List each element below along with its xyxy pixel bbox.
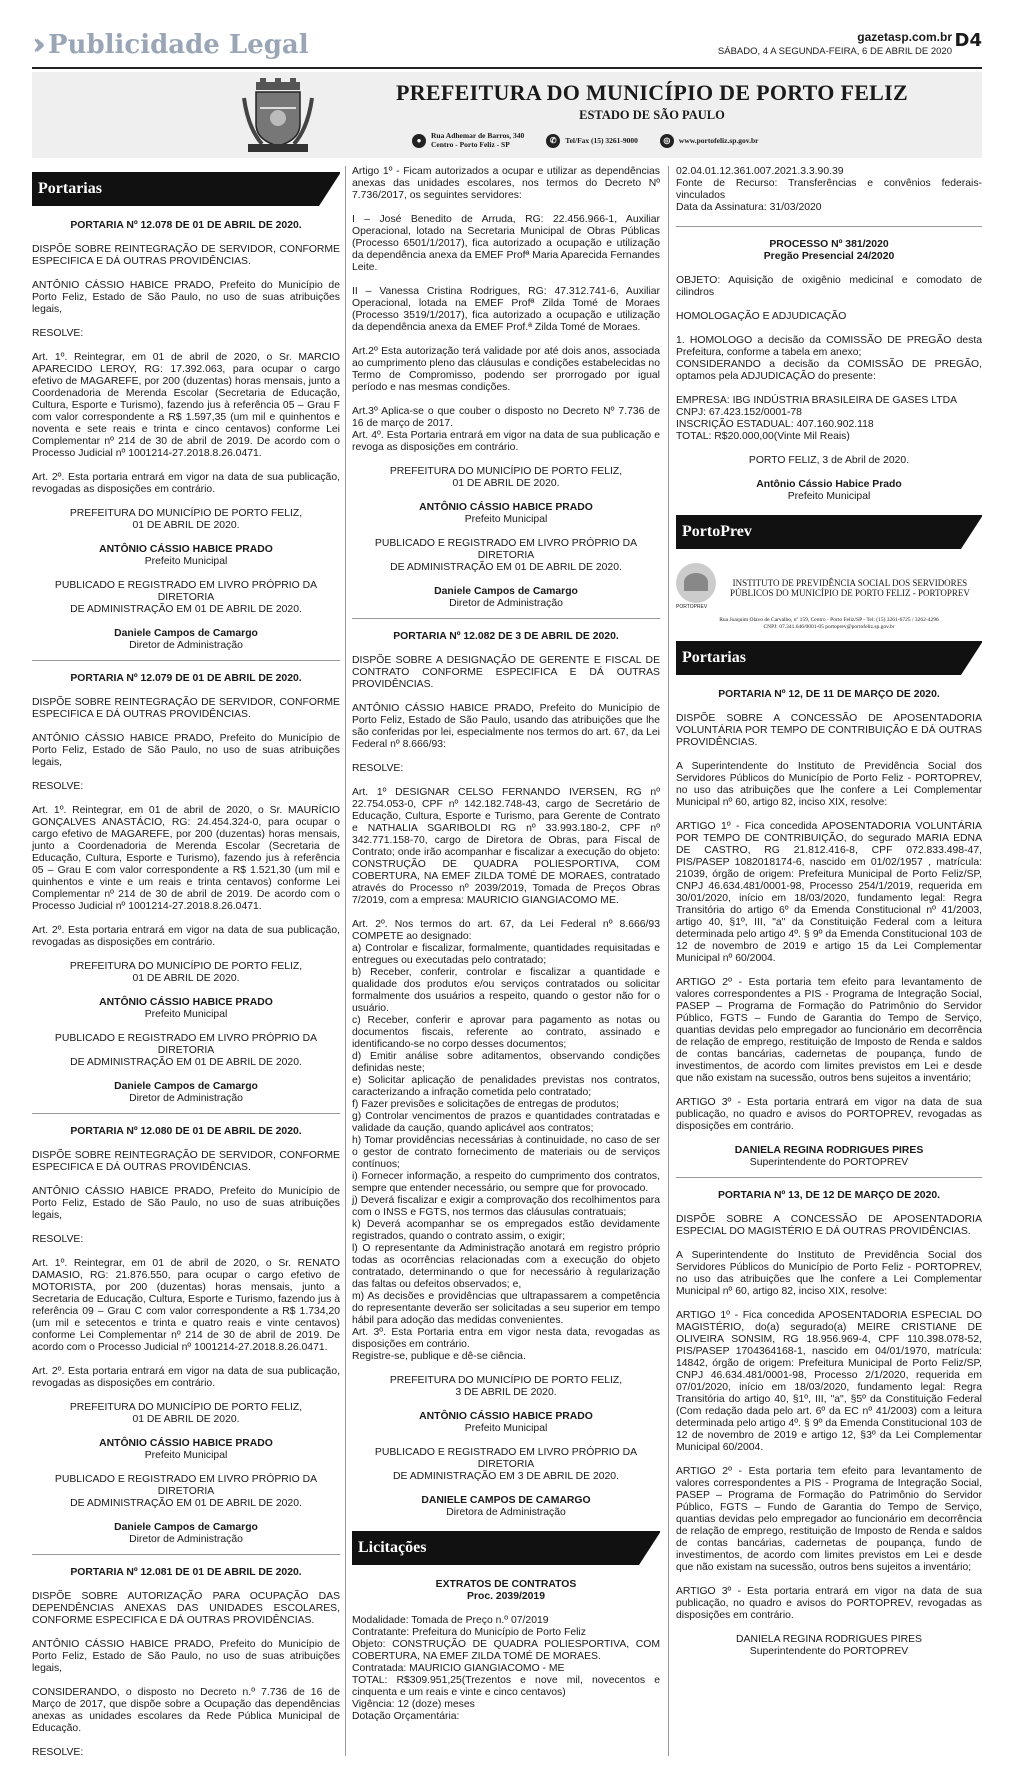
article-1: Art. 1º. Reintegrar, em 01 de abril de 2020, o Sr. MAURÍCIO GONÇALVES ANASTÁCIO, RG: 24.454.324-0, para ocupar o cargo efetivo de MAGAREFE, por 200 (duzentas) horas mensais, junto a Coordenadoria de Merenda Escolar (Secretaria de Educação, Cultura, Esporte e Turismo), fazendo jus à referência 05 – Grau E com valor correspondente a R$ 1.521,30 (um mil e quinhentos e vinte e um reais e trinta centavos) conforme Lei Complementar nº 214 de 30 de abril de 2019. De acordo com o Processo Judicial nº 1001214-27.2018.8.26.0471. bbox=[32, 805, 340, 912]
list-item: e) Solicitar aplicação de penalidades previstas nos contratos, caracterizando a infração cometida pelo contratado; bbox=[352, 1075, 660, 1098]
contract-line: Contratante: Prefeitura do Município de Porto Feliz bbox=[352, 1627, 586, 1638]
director-name: Daniele Campos de Camargo bbox=[114, 628, 258, 639]
registry: PUBLICADO E REGISTRADO EM LIVRO PRÓPRIO DA DIRETORIA bbox=[374, 538, 638, 561]
section-banner-portarias: Portarias bbox=[32, 172, 340, 206]
list-item: d) Emitir análise sobre aditamentos, observando condições definidas neste; bbox=[352, 1051, 660, 1074]
company: EMPRESA: IBG INDÚSTRIA BRASILEIRA DE GASES LTDA bbox=[676, 395, 958, 406]
portaria-intro: A Superintendente do Instituto de Previdência Social dos Servidores Públicos do Município de Porto Feliz - PORTOPREV, no uso das atribuições que lhe confere a Lei Complementar Municipal nº 60, artigo 82, inciso XIX, resolve: bbox=[676, 1250, 982, 1297]
masthead bbox=[32, 72, 982, 158]
divider bbox=[32, 1554, 340, 1555]
address-line-1: Rua Adhemar de Barros, 340 bbox=[431, 131, 525, 140]
list-item: a) Controlar e fiscalizar, formalmente, quantidades requisitadas e entregues ou executadas pelo contratado; bbox=[352, 943, 660, 966]
portaria-subject: DISPÕE SOBRE AUTORIZAÇÃO PARA OCUPAÇÃO DAS DEPENDÊNCIAS ANEXAS DAS UNIDADES ESCOLARES, CONFORME ESPECIFICA E DÁ OUTRAS PROVIDÊNCIAS. bbox=[32, 1591, 340, 1626]
portoprev-name-2: PÚBLICOS DO MUNICÍPIO DE PORTO FELIZ - PORTOPREV bbox=[730, 588, 970, 598]
cnpj: CNPJ: 67.423.152/0001-78 bbox=[676, 407, 802, 418]
portaria-title: PORTARIA Nº 12.079 DE 01 DE ABRIL DE 2020. bbox=[70, 673, 302, 684]
divider bbox=[676, 1177, 982, 1178]
contract-line: TOTAL: R$309.951,25(Trezentos e nove mil, novecentos e cinquenta e um reais e vinte e cinco centavos) bbox=[352, 1675, 660, 1698]
portaria-subject: DISPÕE SOBRE REINTEGRAÇÃO DE SERVIDOR, CONFORME ESPECIFICA E DÁ OUTRAS PROVIDÊNCIAS. bbox=[32, 697, 340, 720]
signature-role: Prefeito Municipal bbox=[144, 1009, 228, 1020]
article-2: Art. 2º. Esta portaria entrará em vigor na data de sua publicação, revogadas as disposições em contrário. bbox=[32, 472, 340, 495]
pregao-title: Pregão Presencial 24/2020 bbox=[763, 251, 895, 262]
resolve: RESOLVE: bbox=[32, 1747, 84, 1758]
website[interactable] bbox=[660, 134, 759, 148]
masthead-contacts bbox=[412, 132, 781, 149]
director-name: Daniele Campos de Camargo bbox=[114, 1081, 258, 1092]
resolve: RESOLVE: bbox=[32, 328, 84, 339]
column-3 bbox=[676, 166, 982, 1658]
portaria-title: PORTARIA Nº 12.081 DE 01 DE ABRIL DE 2020. bbox=[70, 1567, 302, 1578]
section-title bbox=[32, 28, 309, 62]
director-role: Diretor de Administração bbox=[129, 640, 243, 651]
signature-role: Superintendente do PORTOPREV bbox=[749, 1646, 909, 1657]
director-name: Daniele Campos de Camargo bbox=[434, 586, 578, 597]
phone-text: Tel/Fax (15) 3261-9000 bbox=[565, 136, 638, 145]
item-2: II – Vanessa Cristina Rodrigues, RG: 47.312.741-6, Auxiliar Operacional, lotada na EMEF Profª Zilda Tomé de Moraes (Processo 3519/1/2017), fica autorizado a ocupação e utilização da dependência anexa da EMEF Prof.ª Zilda Tomé de Moraes. bbox=[352, 286, 660, 333]
article-1: ARTIGO 1º - Fica concedida APOSENTADORIA ESPECIAL DO MAGISTÉRIO, do(a) segurado(a) MEIRE CRISTIANE DE OLIVEIRA SONSIM, RG 18.956.969-4, CPF 110.398.078-52, PIS/PASEP 1704364168-1, nascido em 04/01/1970, matrícula: 14842, órgão de origem: Prefeitura Municipal de Porto Feliz/SP, CNPJ 46.634.481/0001-98, Processo 2/1/2020, requerida em 07/01/2020, início em 18/03/2020, fundamento legal: Regra Transitória do artigo 40, §1º, III, "a", §5º da Constituição Federal (Com redação dada pelo art. 6º da EC nº 41/2003) com a leitura determinada pelo artigo 4º. § 9º da Emenda Constitucional 103 de 12 de novembro de 2019 e artigo 12, §3º da Lei Complementar Municipal 60/2004. bbox=[676, 1310, 982, 1453]
article-3: ARTIGO 3º - Esta portaria entrará em vigor na data de sua publicação, no quadro e avisos do PORTOPREV, revogadas as disposições em contrário. bbox=[676, 1097, 982, 1132]
portaria-subject: DISPÕE SOBRE A CONCESSÃO DE APOSENTADORIA ESPECIAL DO MAGISTÉRIO E DÁ OUTRAS PROVIDÊNCIAS. bbox=[676, 1214, 982, 1237]
director-role: Diretor de Administração bbox=[449, 598, 563, 609]
resolve: RESOLVE: bbox=[352, 763, 404, 774]
place: PREFEITURA DO MUNICÍPIO DE PORTO FELIZ, bbox=[69, 1402, 303, 1413]
portoprev-logo-caption: PORTOPREV bbox=[676, 604, 708, 610]
registry: PUBLICADO E REGISTRADO EM LIVRO PRÓPRIO DA DIRETORIA bbox=[54, 580, 318, 603]
list-item: g) Controlar vencimentos de prazos e quantidades contratadas e validade da caução, quando aplicável aos contratos; bbox=[352, 1111, 660, 1134]
process-title: PROCESSO Nº 381/2020 bbox=[769, 239, 889, 250]
masthead-title: PREFEITURA DO MUNICÍPIO DE PORTO FELIZ bbox=[396, 80, 908, 105]
portaria-intro: ANTÔNIO CÁSSIO HABICE PRADO, Prefeito do Município de Porto Feliz, Estado de São Paulo, no uso de suas atribuições legais, bbox=[32, 1186, 340, 1221]
signature-role: Superintendente do PORTOPREV bbox=[749, 1157, 909, 1168]
coat-of-arms-icon bbox=[242, 78, 314, 154]
resolve: RESOLVE: bbox=[32, 781, 84, 792]
signature-date: Data da Assinatura: 31/03/2020 bbox=[676, 202, 822, 213]
signature-name: ANTÔNIO CÁSSIO HABICE PRADO bbox=[419, 1411, 593, 1422]
article-1: ARTIGO 1º - Fica concedida APOSENTADORIA VOLUNTÁRIA POR TEMPO DE CONTRIBUIÇÃO, do segurado MARIA EDNA DE CASTRO, RG 21.812.416-8, CPF 072.833.498-47, PIS/PASEP 108201817​4-6, nascido em 01/02/1957 , matrícula: 21039, órgão de origem: Prefeitura Municipal de Porto Feliz/SP, CNPJ 46.634.481/0001-98, Processo 254/1/2019, requerida em 30/01/2020, início em 18/03/2020, fundamento legal: Regra Transitória do artigo 6º da Emenda Constitucional nº 41/2003, artigo 40, §1º, III, "a" da Constituição Federal com a leitura determinada pelo artigo 4º. § 9º da Emenda Constitucional 103 de 12 de novembro de 2019 e artigo 15 da Lei Complementar Municipal nº 60/2004. bbox=[676, 821, 982, 964]
registry: PUBLICADO E REGISTRADO EM LIVRO PRÓPRIO DA DIRETORIA bbox=[54, 1033, 318, 1056]
date: 3 DE ABRIL DE 2020. bbox=[455, 1387, 557, 1398]
director-role: Diretor de Administração bbox=[129, 1534, 243, 1545]
signature-name: ANTÔNIO CÁSSIO HABICE PRADO bbox=[99, 1438, 273, 1449]
list-item: j) Deverá fiscalizar e exigir a comprovação dos recolhimentos para com o INSS e FGTS, nos termos das cláusulas contratuais; bbox=[352, 1195, 660, 1218]
issue-date: SÁBADO, 4 A SEGUNDA-FEIRA, 6 DE ABRIL DE 2020 bbox=[717, 46, 952, 57]
article-1: Artigo 1º - Ficam autorizados a ocupar e utilizar as dependências anexas das unidades escolares, nos termos do Decreto Nº 7.736/2017, os seguintes servidores: bbox=[352, 166, 660, 201]
address bbox=[412, 132, 524, 149]
divider bbox=[352, 618, 660, 619]
director-name: DANIELE CAMPOS DE CAMARGO bbox=[421, 1495, 591, 1506]
signature-role: Prefeito Municipal bbox=[787, 491, 871, 502]
closing: Registre-se, publique e dê-se ciência. bbox=[352, 1351, 526, 1362]
location-pin-icon: ● bbox=[412, 134, 426, 148]
director-role: Diretora de Administração bbox=[446, 1507, 566, 1518]
date: 01 DE ABRIL DE 2020. bbox=[132, 973, 240, 984]
portoprev-header bbox=[676, 563, 982, 613]
registry: PUBLICADO E REGISTRADO EM LIVRO PRÓPRIO DA DIRETORIA bbox=[54, 1474, 318, 1497]
signature-name: ANTÔNIO CÁSSIO HABICE PRADO bbox=[99, 544, 273, 555]
portaria-intro: ANTÔNIO CÁSSIO HABICE PRADO, Prefeito do Município de Porto Feliz, Estado de São Paulo, no uso de suas atribuições legais, bbox=[32, 1639, 340, 1674]
portaria-subject: DISPÕE SOBRE REINTEGRAÇÃO DE SERVIDOR, CONFORME ESPECIFICA E DÁ OUTRAS PROVIDÊNCIAS. bbox=[32, 244, 340, 267]
registry-date: DE ADMINISTRAÇÃO EM 01 DE ABRIL DE 2020. bbox=[390, 562, 622, 573]
registry: PUBLICADO E REGISTRADO EM LIVRO PRÓPRIO DA DIRETORIA bbox=[374, 1447, 638, 1470]
portoprev-address bbox=[676, 617, 982, 631]
resolve: RESOLVE: bbox=[32, 1234, 84, 1245]
signature-role: Prefeito Municipal bbox=[144, 1450, 228, 1461]
column-2 bbox=[352, 166, 660, 1723]
section-banner-portarias: Portarias bbox=[676, 641, 982, 675]
portoprev-address-2: CNPJ: 07.341.646/0001-05 portoprev@portofeliz.sp.gov.br bbox=[763, 624, 895, 630]
place: PREFEITURA DO MUNICÍPIO DE PORTO FELIZ, bbox=[69, 508, 303, 519]
article-2: Art. 2º. Esta portaria entrará em vigor na data de sua publicação, revogadas as disposições em contrário. bbox=[32, 1366, 340, 1389]
portaria-subject: DISPÕE SOBRE A DESIGNAÇÃO DE GERENTE E FISCAL DE CONTRATO CONFORME ESPECIFICA E DÁ OUTRAS PROVIDÊNCIAS. bbox=[352, 655, 660, 690]
portaria-intro: A Superintendente do Instituto de Previdência Social dos Servidores Públicos do Município de Porto Feliz - PORTOPREV, no uso das atribuições que lhe confere a Lei Complementar Municipal nº 60, artigo 82, inciso XIX, resolve: bbox=[676, 761, 982, 808]
extratos-process: Proc. 2039/2019 bbox=[467, 1591, 545, 1602]
homolog-item: 1. HOMOLOGO a decisão da COMISSÃO DE PREGÃO desta Prefeitura, conforme a tabela em anexo; bbox=[676, 335, 982, 358]
list-item: h) Tomar providências necessárias à continuidade, no caso de ser o gestor de contrato fornecimento de materiais ou de serviços contínuos; bbox=[352, 1135, 660, 1170]
page-number: D4 bbox=[954, 30, 982, 51]
portaria-intro: ANTÔNIO CÁSSIO HABICE PRADO, Prefeito do Município de Porto Feliz, Estado de São Paulo, no uso de suas atribuições legais, bbox=[32, 280, 340, 315]
divider bbox=[32, 1113, 340, 1114]
place-date: PORTO FELIZ, 3 de Abril de 2020. bbox=[748, 455, 910, 466]
article-2: Art.2º Esta autorização terá validade por até dois anos, associada ao cumprimento pleno das cláusulas e condições estabelecidas no Termo de Compromisso, podendo ser prorrogado por igual período e nas mesmas condições. bbox=[352, 346, 660, 393]
article-1: Art. 1º. Reintegrar, em 01 de abril de 2020, o Sr. RENATO DAMASIO, RG: 21.876.550, para ocupar o cargo efetivo de MOTORISTA, por 200 (duzentas) horas mensais, junto a Secretaria de Educação, Cultura, Esporte e Turismo, fazendo jus à referência 09 – Grau C com valor correspondente a R$ 1.734,20 (um mil e setecentos e trinta e quatro reais e vinte centavos) conforme Lei Complementar nº 214 de 30 de abril de 2019. De acordo com o Processo Judicial nº 1001214-27.2018.8.26.0471. bbox=[32, 1258, 340, 1353]
divider bbox=[676, 226, 982, 227]
considerando: CONSIDERANDO, o disposto no Decreto n.º 7.736 de 16 de Março de 2017, que dispõe sobre a Ocupação das dependências anexas as unidades escolares da Rede Pública Municipal de Educação. bbox=[32, 1687, 340, 1734]
date: 01 DE ABRIL DE 2020. bbox=[132, 520, 240, 531]
article-3: Art.3º Aplica-se o que couber o disposto no Decreto Nº 7.736 de 16 de março de 2017. bbox=[352, 406, 660, 429]
place: PREFEITURA DO MUNICÍPIO DE PORTO FELIZ, bbox=[69, 961, 303, 972]
double-chevron-icon: ›› bbox=[32, 27, 36, 62]
contract-line: Dotação Orçamentária: bbox=[352, 1711, 460, 1722]
place: PREFEITURA DO MUNICÍPIO DE PORTO FELIZ, bbox=[389, 466, 623, 477]
section-banner-licitacoes: Licitações bbox=[352, 1531, 660, 1565]
portoprev-name-1: INSTITUTO DE PREVIDÊNCIA SOCIAL DOS SERVIDORES bbox=[732, 577, 968, 588]
signature-name: ANTÔNIO CÁSSIO HABICE PRADO bbox=[99, 997, 273, 1008]
list-item: i) Fornecer informação, a respeito do cumprimento dos contratos, sempre que entender necessário, ou sempre que for provocado. bbox=[352, 1171, 660, 1194]
contract-line: Vigência: 12 (doze) meses bbox=[352, 1699, 475, 1710]
signature-role: Prefeito Municipal bbox=[464, 1423, 548, 1434]
article-1: Art. 1º DESIGNAR CELSO FERNANDO IVERSEN, RG nº 22.754.053-0, CPF nº 142.182.748-43, cargo de Secretário de Educação, Cultura, Esporte e Turismo, para Gerente de Contrato e NATHALIA SGARIBOLDI RG nº 33.993.180-2, CPF nº 342.771.158-70, cargo de Diretora de Obras, para Fiscal de Contrato; onde irão acompanhar e fiscalizar a execução do objeto: CONSTRUÇÃO DE QUADRA POLIESPORTIVA, COM COBERTURA, NA EMEF ZILDA TOMÉ DE MORAES, contratado através do Processo nº 2039/2019, Tomada de Preços Obras 7/2019, com a empresa: MAURICIO GIANGIACOMO ME. bbox=[352, 787, 660, 906]
portaria-title: PORTARIA Nº 12, DE 11 DE MARÇO DE 2020. bbox=[718, 689, 940, 700]
total: TOTAL: R$20.000,00(Vinte Mil Reais) bbox=[676, 431, 850, 442]
article-4: Art. 4º. Esta Portaria entrará em vigor na data de sua publicação e revoga as disposições em contrário. bbox=[352, 430, 660, 453]
date: 01 DE ABRIL DE 2020. bbox=[452, 478, 560, 489]
director-role: Diretor de Administração bbox=[129, 1093, 243, 1104]
portaria-intro: ANTÔNIO CÁSSIO HABICE PRADO, Prefeito do Município de Porto Feliz, Estado de São Paulo, no uso de suas atribuições legais, bbox=[32, 733, 340, 768]
date: 01 DE ABRIL DE 2020. bbox=[132, 1414, 240, 1425]
portoprev-address-1: Rua Joaquim Olavo de Carvalho, nº 159, Centro - Porto Feliz/SP - Tel: (15) 3261-6725 / 3262-4296 bbox=[719, 617, 939, 623]
phone-icon: ✆ bbox=[546, 134, 560, 148]
portaria-subject: DISPÕE SOBRE REINTEGRAÇÃO DE SERVIDOR, CONFORME ESPECIFICA E DÁ OUTRAS PROVIDÊNCIAS. bbox=[32, 1150, 340, 1173]
article-2: ARTIGO 2º - Esta portaria tem efeito para levantamento de valores correspondentes a PIS - Programa de Integração Social, PASEP – Programa de Formação do Patrimônio do Servidor Público, FGTS – Fundo de Garantia do Tempo de Serviço, quantias devidas pelo empregador ao funcionário em decorrência de relação de emprego, restituição de Imposto de Renda e saldos de contas bancárias, cadernetas de poupança, fundo de investimentos, de acordo com limites previstos em Lei e desde que não existam na sucessão, outros bens sujeitos a inventário; bbox=[676, 977, 982, 1084]
article-2-intro: Art. 2º. Nos termos do art. 67, da Lei Federal nº 8.666/93 COMPETE ao designado: bbox=[352, 919, 660, 942]
list-item: l) O representante da Administração anotará em registro próprio todas as ocorrências relacionadas com a execução do objeto contratado, determinando o que for necessário à regularização das faltas ou defeitos observados; e, bbox=[352, 1243, 660, 1290]
contract-line: Modalidade: Tomada de Preço n.º 07/2019 bbox=[352, 1615, 549, 1626]
contract-line: Objeto: CONSTRUÇÃO DE QUADRA POLIESPORTIVA, COM COBERTURA, NA EMEF ZILDA TOMÉ DE MORAES. bbox=[352, 1639, 660, 1662]
list-item: c) Receber, conferir e aprovar para pagamento as notas ou documentos fiscais, referente ao contrato, assinado e identificando-se no corpo desses documentos; bbox=[352, 1015, 660, 1050]
site-url[interactable]: gazetasp.com.br bbox=[857, 30, 952, 44]
portaria-title: PORTARIA Nº 12.080 DE 01 DE ABRIL DE 2020. bbox=[70, 1126, 302, 1137]
phone bbox=[546, 134, 638, 148]
header-rule bbox=[32, 67, 982, 69]
considerando: CONSIDERANDO a decisão da COMISSÃO DE PREGÃO, optamos pela ADJUDICAÇÃO do presente: bbox=[676, 359, 982, 382]
objeto: OBJETO: Aquisição de oxigênio medicinal e comodato de cilindros bbox=[676, 275, 982, 298]
divider bbox=[32, 660, 340, 661]
competence-list bbox=[352, 943, 660, 1327]
signature-name: ANTÔNIO CÁSSIO HABICE PRADO bbox=[419, 502, 593, 513]
director-name: Daniele Campos de Camargo bbox=[114, 1522, 258, 1533]
section-banner-portoprev: PortoPrev bbox=[676, 515, 982, 549]
homologacao: HOMOLOGAÇÃO E ADJUDICAÇÃO bbox=[676, 311, 847, 322]
portaria-subject: DISPÕE SOBRE A CONCESSÃO DE APOSENTADORIA VOLUNTÁRIA POR TEMPO DE CONTRIBUIÇÃO E DÁ OUTRAS PROVIDÊNCIAS. bbox=[676, 713, 982, 748]
address-line-2: Centro - Porto Feliz - SP bbox=[431, 139, 510, 149]
portaria-intro: ANTÔNIO CÁSSIO HABICE PRADO, Prefeito do Município de Porto Feliz, Estado de São Paulo, usando das atribuições que lhe são conferidas por lei, especialmente nos termos do art. 67, da Lei Federal nº 8.666/93: bbox=[352, 703, 660, 750]
registry-date: DE ADMINISTRAÇÃO EM 01 DE ABRIL DE 2020. bbox=[70, 604, 302, 615]
registry-date: DE ADMINISTRAÇÃO EM 01 DE ABRIL DE 2020. bbox=[70, 1057, 302, 1068]
portaria-title: PORTARIA Nº 13, DE 12 DE MARÇO DE 2020. bbox=[717, 1190, 941, 1201]
article-1: Art. 1º. Reintegrar, em 01 de abril de 2020, o Sr. MARCIO APARECIDO LEROY, RG: 17.392.063, para ocupar o cargo efetivo de MAGAREFE, por 200 (duzentas) horas mensais, junto a Coordenadoria de Merenda Escolar (Secretaria de Educação, Cultura, Esporte e Turismo), fazendo jus à referência 05 – Grau F com valor correspondente a R$ 1.597,35 (um mil e quinhentos e noventa e sete reais e trinta e cinco centavos) conforme Lei Complementar nº 214 de 30 de abril de 2019. De acordo com o Processo Judicial nº 1001214-27.2018.8.26.0471. bbox=[32, 352, 340, 459]
extratos-title: EXTRATOS DE CONTRATOS bbox=[435, 1579, 577, 1590]
section-title-text: Publicidade Legal bbox=[48, 30, 309, 60]
registry-date: DE ADMINISTRAÇÃO EM 01 DE ABRIL DE 2020. bbox=[70, 1498, 302, 1509]
masthead-subtitle: ESTADO DE SÃO PAULO bbox=[579, 108, 725, 122]
article-2: ARTIGO 2º - Esta portaria tem efeito para levantamento de valores correspondentes a PIS - Programa de Integração Social, PASEP – Programa de Formação do Patrimônio do Servidor Público, FGTS – Fundo de Garantia do Tempo de Serviço, quantias devidas pelo empregador ao funcionário em decorrência de relação de emprego, restituição de Imposto de Renda e saldos de contas bancárias, cadernetas de poupança, fundo de investimentos, de acordo com limites previstos em Lei e desde que não existam na sucessão, outros bens sujeitos a inventário; bbox=[676, 1466, 982, 1573]
signature-role: Prefeito Municipal bbox=[144, 556, 228, 567]
article-2: Art. 2º. Esta portaria entrará em vigor na data de sua publicação, revogadas as disposições em contrário. bbox=[32, 925, 340, 948]
list-item: b) Receber, conferir, controlar e fiscalizar a quantidade e qualidade dos produtos e/ou serviços contratados ou solicitar formalmente dos usuários a respeito, quando o gestor não for o usuário. bbox=[352, 967, 660, 1014]
article-3: ARTIGO 3º - Esta portaria entrará em vigor na data de sua publicação, no quadro e avisos do PORTOPREV, revogadas as disposições em contrário. bbox=[676, 1586, 982, 1621]
place: PREFEITURA DO MUNICÍPIO DE PORTO FELIZ, bbox=[389, 1375, 623, 1386]
signature-name: DANIELA REGINA RODRIGUES PIRES bbox=[736, 1634, 922, 1645]
registry-date: DE ADMINISTRAÇÃO EM 3 DE ABRIL DE 2020. bbox=[393, 1471, 619, 1482]
contract-line: Contratada: MAURICIO GIANGIACOMO - ME bbox=[352, 1663, 565, 1674]
website-text[interactable]: www.portofeliz.sp.gov.br bbox=[678, 136, 759, 145]
item-1: I – José Benedito de Arruda, RG: 22.456.966-1, Auxiliar Operacional, lotado na Secretaria Municipal de Obras Públicas (Processo 6501/1/2017), fica autorizado a ocupação e utilização da dependência anexa da EMEF Profª Maria Aparecida Fernandes Leite. bbox=[352, 214, 660, 273]
state-registration: INSCRIÇÃO ESTADUAL: 407.160.902.118 bbox=[676, 419, 874, 430]
portoprev-logo-icon bbox=[676, 563, 716, 603]
top-bar bbox=[32, 28, 982, 64]
globe-icon: ◎ bbox=[660, 134, 674, 148]
list-item: f) Fazer previsões e solicitações de entregas de produtos; bbox=[352, 1099, 619, 1110]
resource-source: Fonte de Recurso: Transferências e convênios federais-vinculados bbox=[676, 178, 982, 201]
site-info bbox=[718, 30, 952, 57]
portaria-title: PORTARIA Nº 12.078 DE 01 DE ABRIL DE 2020. bbox=[70, 220, 302, 231]
signature-name: DANIELA REGINA RODRIGUES PIRES bbox=[734, 1145, 924, 1156]
list-item: m) As decisões e providências que ultrapassarem a competência do representante deverão ser solicitadas a seu superior em tempo hábil para adoção das medidas convenientes. bbox=[352, 1291, 660, 1326]
portaria-title: PORTARIA Nº 12.082 DE 3 DE ABRIL DE 2020. bbox=[393, 631, 619, 642]
budget-line: 02.04.01.12.361.007.2021.3.3.90.39 bbox=[676, 166, 844, 177]
signature-role: Prefeito Municipal bbox=[464, 514, 548, 525]
column-1 bbox=[32, 166, 340, 1771]
article-3: Art. 3º. Esta Portaria entra em vigor nesta data, revogadas as disposições em contrário. bbox=[352, 1327, 660, 1350]
list-item: k) Deverá acompanhar se os empregados estão devidamente registrados, quando o contrato assim, o exigir; bbox=[352, 1219, 660, 1242]
signature-name: Antônio Cássio Habice Prado bbox=[756, 479, 902, 490]
